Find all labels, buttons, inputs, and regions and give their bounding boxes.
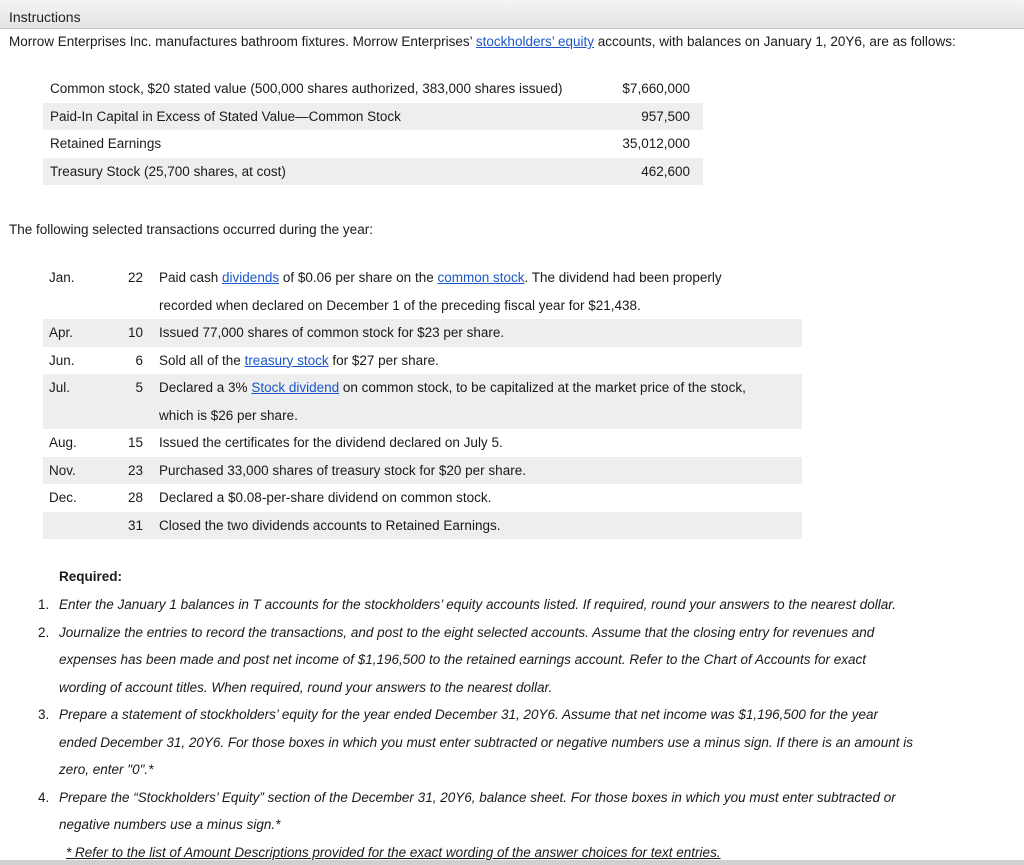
text-segment: Declared a 3% — [159, 380, 252, 395]
instructions-header — [0, 0, 1024, 29]
required-heading: Required: — [59, 569, 123, 584]
transaction-month: Apr. — [49, 325, 74, 340]
transaction-day: 15 — [127, 435, 143, 450]
required-item-text: Enter the January 1 balances in T accounts for the stockholders’ equity accounts listed. If required, round your answers to the nearest dollar. — [59, 597, 896, 612]
balances-table — [43, 75, 703, 185]
stock-dividend-link[interactable]: Stock dividend — [251, 380, 340, 395]
intro-paragraph — [9, 34, 1019, 49]
required-item-number: 1. — [38, 597, 50, 612]
transaction-day: 5 — [135, 380, 143, 395]
required-item-text: Prepare the “Stockholders’ Equity” section of the December 31, 20Y6, balance sheet. For those boxes in which you must enter subtracted or — [59, 789, 896, 805]
footnote: * Refer to the list of Amount Descriptions provided for the exact wording of the answer choices for text entries. — [66, 845, 721, 860]
required-item-text: negative numbers use a minus sign.* — [59, 817, 281, 832]
treasury-stock-link[interactable]: treasury stock — [244, 352, 329, 368]
required-item-number: 3. — [38, 707, 50, 722]
transaction-day: 10 — [127, 325, 143, 340]
transaction-month: Jul. — [49, 380, 71, 395]
transaction-description — [143, 457, 802, 485]
text-segment: Purchased 33,000 shares of treasury stock for $20 per share. — [159, 462, 526, 478]
required-item — [0, 701, 1024, 784]
transaction-row — [43, 264, 802, 319]
balance-label: Retained Earnings — [50, 136, 162, 152]
dividends-link[interactable]: dividends — [222, 270, 280, 285]
transaction-row — [43, 374, 802, 429]
required-item — [0, 591, 1024, 619]
required-item-text: expenses has been made and post net income of $1,196,500 to the retained earnings account. Refer to the Chart of Accounts for exact — [59, 652, 867, 667]
transactions-table — [43, 264, 802, 539]
transaction-month: Nov. — [49, 462, 76, 478]
required-item-number: 4. — [38, 789, 50, 805]
balance-label: Common stock, $20 stated value (500,000 shares authorized, 383,000 shares issued) — [50, 81, 563, 97]
transaction-month — [43, 512, 99, 540]
transaction-day: 31 — [127, 517, 143, 533]
required-item-number: 2. — [38, 624, 50, 640]
transaction-description — [143, 374, 802, 429]
transaction-row — [43, 457, 802, 485]
required-item-text: ended December 31, 20Y6. For those boxes in which you must enter subtracted or negative numbers use a minus sign. If there is an amount is — [59, 734, 913, 750]
required-item-text: Journalize the entries to record the transactions, and post to the eight selected accounts. Assume that the closing entry for revenues and — [59, 624, 875, 640]
text-segment: Declared a $0.08-per-share dividend on common stock. — [159, 490, 492, 505]
balance-row — [43, 158, 703, 186]
balance-amount: 462,600 — [641, 163, 690, 179]
transaction-row — [43, 512, 802, 540]
instructions-title: Instructions — [9, 9, 81, 25]
transaction-description — [143, 264, 802, 319]
transactions-intro: The following selected transactions occurred during the year: — [9, 222, 373, 237]
text-segment: Issued 77,000 shares of common stock for $23 per share. — [159, 325, 505, 340]
balance-row — [43, 130, 703, 158]
bottom-border — [0, 860, 1024, 865]
intro-text-1: Morrow Enterprises Inc. manufactures bathroom fixtures. Morrow Enterprises’ — [9, 34, 476, 49]
text-segment: of $0.06 per share on the — [279, 270, 438, 285]
transaction-month: Jan. — [49, 270, 75, 285]
balance-label: Treasury Stock (25,700 shares, at cost) — [50, 163, 286, 179]
transaction-description — [143, 429, 802, 457]
balance-row — [43, 75, 703, 103]
balance-label: Paid-In Capital in Excess of Stated Value—Common Stock — [50, 108, 401, 124]
text-segment: Issued the certificates for the dividend declared on July 5. — [159, 435, 503, 450]
transaction-month: Jun. — [49, 352, 75, 368]
intro-text-2: accounts, with balances on January 1, 20Y6, are as follows: — [593, 34, 956, 49]
transaction-row — [43, 319, 802, 347]
required-item-text: wording of account titles. When required, round your answers to the nearest dollar. — [59, 679, 553, 695]
text-segment: for $27 per share. — [328, 352, 439, 368]
text-segment: which is $26 per share. — [159, 407, 298, 423]
transaction-day: 6 — [135, 352, 143, 368]
common-stock-link[interactable]: common stock — [437, 270, 525, 285]
transaction-row — [43, 347, 802, 375]
transaction-row — [43, 484, 802, 512]
text-segment: recorded when declared on December 1 of the preceding fiscal year for $21,438. — [159, 297, 641, 313]
transaction-day: 22 — [127, 270, 143, 285]
transaction-description — [143, 484, 802, 512]
stockholders-equity-link[interactable]: stockholders’ equity — [475, 34, 594, 49]
required-item-text: Prepare a statement of stockholders’ equity for the year ended December 31, 20Y6. Assume that net income was $1,196,500 for the year — [59, 707, 878, 722]
transaction-month: Aug. — [49, 435, 77, 450]
required-item — [0, 619, 1024, 702]
balance-amount: $7,660,000 — [622, 81, 690, 97]
text-segment: . The dividend had been properly — [524, 270, 722, 285]
required-list — [0, 591, 1024, 839]
transaction-day: 28 — [127, 490, 143, 505]
transaction-row — [43, 429, 802, 457]
text-segment: Sold all of the — [159, 352, 245, 368]
required-item — [0, 784, 1024, 839]
text-segment: on common stock, to be capitalized at the market price of the stock, — [339, 380, 746, 395]
balance-row — [43, 103, 703, 131]
transaction-description — [143, 347, 802, 375]
transaction-month: Dec. — [49, 490, 77, 505]
required-item-text: zero, enter "0".* — [59, 762, 154, 777]
text-segment: Closed the two dividends accounts to Retained Earnings. — [159, 517, 501, 533]
transaction-description — [143, 512, 802, 540]
balance-amount: 35,012,000 — [622, 136, 690, 152]
transaction-description — [143, 319, 802, 347]
transaction-day: 23 — [127, 462, 143, 478]
text-segment: Paid cash — [159, 270, 223, 285]
balance-amount: 957,500 — [641, 108, 690, 124]
